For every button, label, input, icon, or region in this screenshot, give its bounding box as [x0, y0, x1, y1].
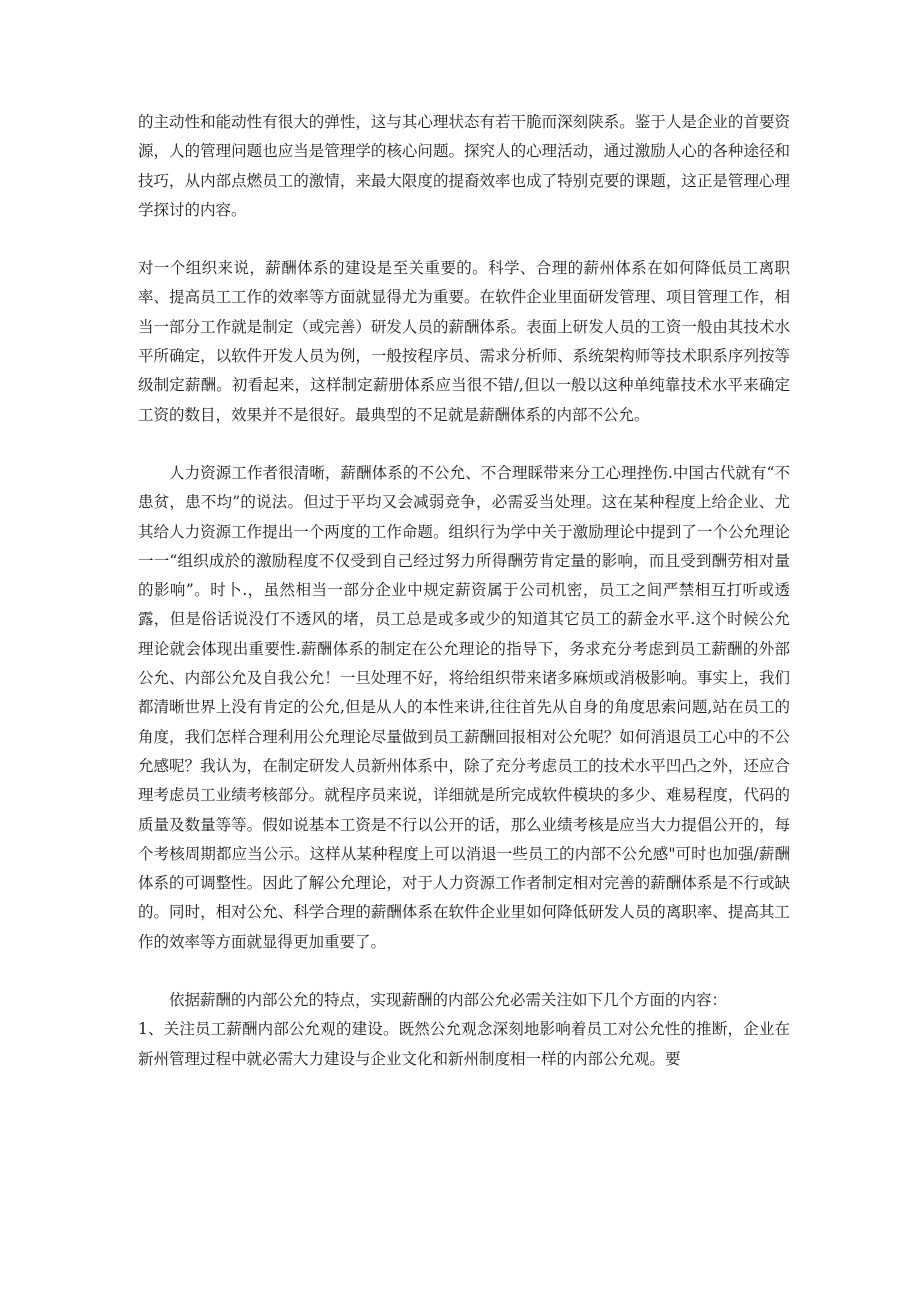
- paragraph-spacer: [138, 225, 790, 254]
- document-body: [138, 108, 790, 1074]
- paragraph-4: 依据薪酬的内部公允的特点，实现薪酬的内部公允必需关注如下几个方面的内容：: [169, 991, 728, 1010]
- paragraph-1: 的主动性和能动性有很大的弹性，这与其心理状态有若干脆而深刻陕系。鉴于人是企业的首要资源，人的管理问题也应当是管理学的核心问题。探究人的心理活动，通过激励人心的各种途径和技巧，从内部点燃员工的激情，来最大限度的提裔效率也成了特别克要的课题，这正是管理心理学探讨的内容。: [138, 113, 790, 219]
- paragraph-5: 1、关注员工薪酬内部公允观的建设。既然公允观念深刻地影响着员工对公允性的推断，企业在新州管理过程中就必需大力建设与企业文化和新州制度相一样的内部公允观。要: [138, 1020, 790, 1068]
- paragraph-spacer: [138, 430, 790, 459]
- paragraph-3: 人力资源工作者很清晰，薪酬体系的不公允、不合理睬带来分工心理挫伤.中国古代就有“不患贫，患不均”的说法。但过于平均又会减弱竞争，必需妥当处理。这在某种程度上给企业、尤其给人力资源工作提出一个两度的工作命题。组织行为学中关于激励理论中提到了一个公允理论一一“组织成於的激励程度不仅受到自己经过努力所得酬劳肯定量的影响，而且受到酬劳相对量的影响”。时卜.，虽然相当一部分企业中规定薪资属于公司机密，员工之间严禁相互打听或透露，但是俗话说没仃不透风的堵，员工总是或多或少的知道其它员工的薪金水平.这个时候公允理论就会体现出重要性.薪酬体系的制定在公允理论的指导下，务求充分考虑到员工薪酬的外部公允、内部公允及自我公允！一旦处理不好，将给组织带来诸多麻烦或消极影响。事实上，我们都清晰世界上没有肯定的公允,但是从人的本性来讲,往往首先从自身的角度思索问题,站在员工的角度，我们怎样合理利用公允理论尽量做到员工薪酬回报相对公允呢？如何消退员工心中的不公允感呢？我认为，在制定研发人员新州体系中，除了充分考虑员工的技术水平凹凸之外，还应合理考虑员工业绩考核部分。就程序员来说，详细就是所完成软件模块的多少、难易程度，代码的质量及数量等等。假如说基本工资是不行以公开的话，那么业绩考核是应当大力提倡公开的，每个考核周期都应当公示。这样从某种程度上可以消退一些员工的内部不公允感"可时也加强/薪酬体系的可调整性。因此了解公允理论，对于人力资源工作者制定相对完善的薪酬体系是不行或缺的。同时，相对公允、科学合理的薪酬体系在软件企业里如何降低研发人员的离职率、提高其工作的效率等方面就显得更加重要了。: [138, 463, 790, 951]
- paragraph-2: 对一个组织来说，薪酬体系的建设是至关重要的。科学、合理的薪州体系在如何降低员工离职率、提高员工工作的效率等方面就显得尤为重要。在软件企业里面研发管理、项目管理工作，相当一部分工作就是制定（或完善）研发人员的薪酬体系。表面上研发人员的工资一般由其技术水平所确定，以软件开发人员为例，一般按程序员、需求分析师、系统架构师等技术职系序列按等级制定薪酬。初看起来，这样制定薪册体系应当很不错/,但以一般以这种单纯靠技术水平来确定工资的数目，效果并不是很好。最典型的不足就是薪酬体系的内部不公允。: [138, 259, 790, 424]
- paragraph-spacer: [138, 957, 790, 986]
